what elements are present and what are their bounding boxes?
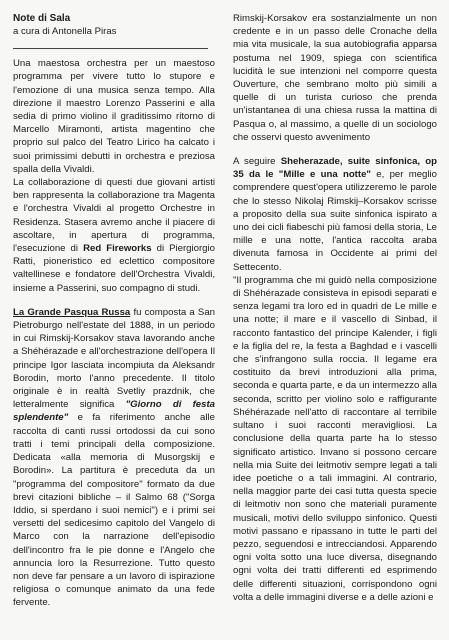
- header-divider: [13, 48, 208, 49]
- intro-paragraph: [13, 57, 215, 295]
- program-quote-paragraph: "Il programma che mi guidò nella composizione di Shéhérazade consisteva in episodi separati e senza legami tra loro ed in quadri de Le mille e una notte; il mare e il vascello di Sinbad, il racconto fantastico del principe Kalender, i figli e la figlia del re, la festa a Baghdad e i vascelli che s'infrangono sulla roccia. Il legame era costituito da brevi introduzioni alla prima, seconda e quarta parte, e da un intermezzo alla seconda, scritto per violino solo e raffigurante Shéhérazade nell'atto di raccontare al terribile sultano i suoi racconti meravigliosi. La conclusione della quarta parte ha lo stesso significato artistico. Invano si possono cercare nella mia Suite dei leitmotiv sempre legati a tali idee poetiche o a tali immagini. Al contrario, nella maggior parte dei casi tutta questa specie di leitmotiv non sono che materiali puramente musicali, motivi dello sviluppo sinfonico. Questi motivi passano e ripassano in tutte le parti del pezzo, seguendosi e intrecciandosi. Apparendo ogni volta sotto una luce diversa, disegnando ogni volta dei tratti differenti ed esprimendo delle differenti situazioni, corrispondono ogni volta a delle immagini diverse e a delle azioni e: [233, 274, 437, 603]
- intro-text-a: Una maestosa orchestra per un maestoso programma per vivere tutto lo stupore e l'emozione di una musica senza tempo. Alla direzione il maestro Lorenzo Passerini e alla sedia di primo violino il graditissimo ritorno di Marcello Miramonti, artista magentino che proprio sul palco del Teatro Lirico ha calcato i suoi primissimi debutti in orchestra e preziosa spalla della Vivaldi.: [13, 58, 215, 175]
- pasqua-heading: La Grande Pasqua Russa: [13, 306, 131, 318]
- sheherazade-paragraph: [233, 155, 437, 274]
- rimskij-paragraph: Rimskij-Korsakov era sostanzialmente un non credente e in un passo delle Cronache della mia vita musicale, la sua autobiografia apparsa postuma nel 1909, spiega con scientifica lucidità le sue intenzioni nel comporre questa Ouverture, che sembrano molto più simili a quelle di un turista curioso che prenda un'istantanea di una chiesa russa la mattina di Pasqua o, al massimo, a quelle di un sociologo che osservi questo avvenimento: [233, 13, 437, 143]
- author-credit: a cura di Antonella Piras: [13, 26, 117, 37]
- pasqua-text-b: e fa riferimento anche alle raccolta di canti russi ortodossi da cui sono tratti i temi principali della composizione. Dedicata «alla memoria di Musorgskij e Borodin». La partitura è preceduta da un "programma del compositore" formato da due brevi citazioni bibliche – il Salmo 68 ("Sorga Iddio, si sperdano i suoi nemici") e i primi sei versetti del sedicesimo capitolo del Vangelo di Marco con la narrazione dell'episodio dell'incontro fra le pie donne e l'Angelo che annuncia loro la Resurrezione. Tutto questo non deve far pensare a un lavoro di ispirazione religiosa o comunque animato da una fede fervente.: [13, 412, 215, 609]
- left-column: [13, 12, 215, 610]
- pasqua-text-a: fu composta a San Pietroburgo nell'estate del 1888, in un periodo in cui Rimskij-Korsakov stava lavorando anche a Shéhérazade e all'orchestrazione dell'opera Il principe Igor lasciata incompiuta da Aleksandr Borodin, morto l'anno precedente. Il titolo originale è in realtà Svetliy prazdnik, che letteralmente significa: [13, 306, 215, 411]
- pasqua-paragraph: [13, 306, 215, 610]
- right-column: [233, 12, 437, 604]
- section-title: Note di Sala: [13, 13, 71, 24]
- sheherazade-text-a: A seguire: [233, 156, 281, 168]
- sheherazade-title: Sheherazade, suite sinfonica, op 35 da le "Mille e una notte": [233, 156, 437, 181]
- intro-text-b: La collaborazione di questi due giovani artisti ben rappresenta la collaborazione tra Magenta e l'orchestra Vivaldi al progetto Orchestre in Residenza. Stasera avremo anche il piacere di ascoltare, in apertura di programma, l'esecuzione di: [13, 177, 215, 255]
- sheherazade-text-b: e, per meglio comprendere quest'opera utilizzeremo le parole che lo stesso Nikolaj Rimskij–Korsakov scrisse a proposito della sua suite sinfonica ispirato a uno dei cicli fiabeschi più famosi della storia, Le mille e una notte, l'antica raccolta araba divenuta famosa in Occidente ai primi del Settecento.: [233, 169, 437, 273]
- red-fireworks-title: Red Fireworks: [83, 243, 152, 255]
- pasqua-italic-title: "Giorno di festa splendente": [13, 399, 216, 424]
- intro-text-c: di Piergiorgio Ratti, pioneristico ed eclettico compositore valtellinese e fondatore dell'Orchestra Vivaldi, insieme a Passerini, suo compagno di studi.: [13, 243, 215, 294]
